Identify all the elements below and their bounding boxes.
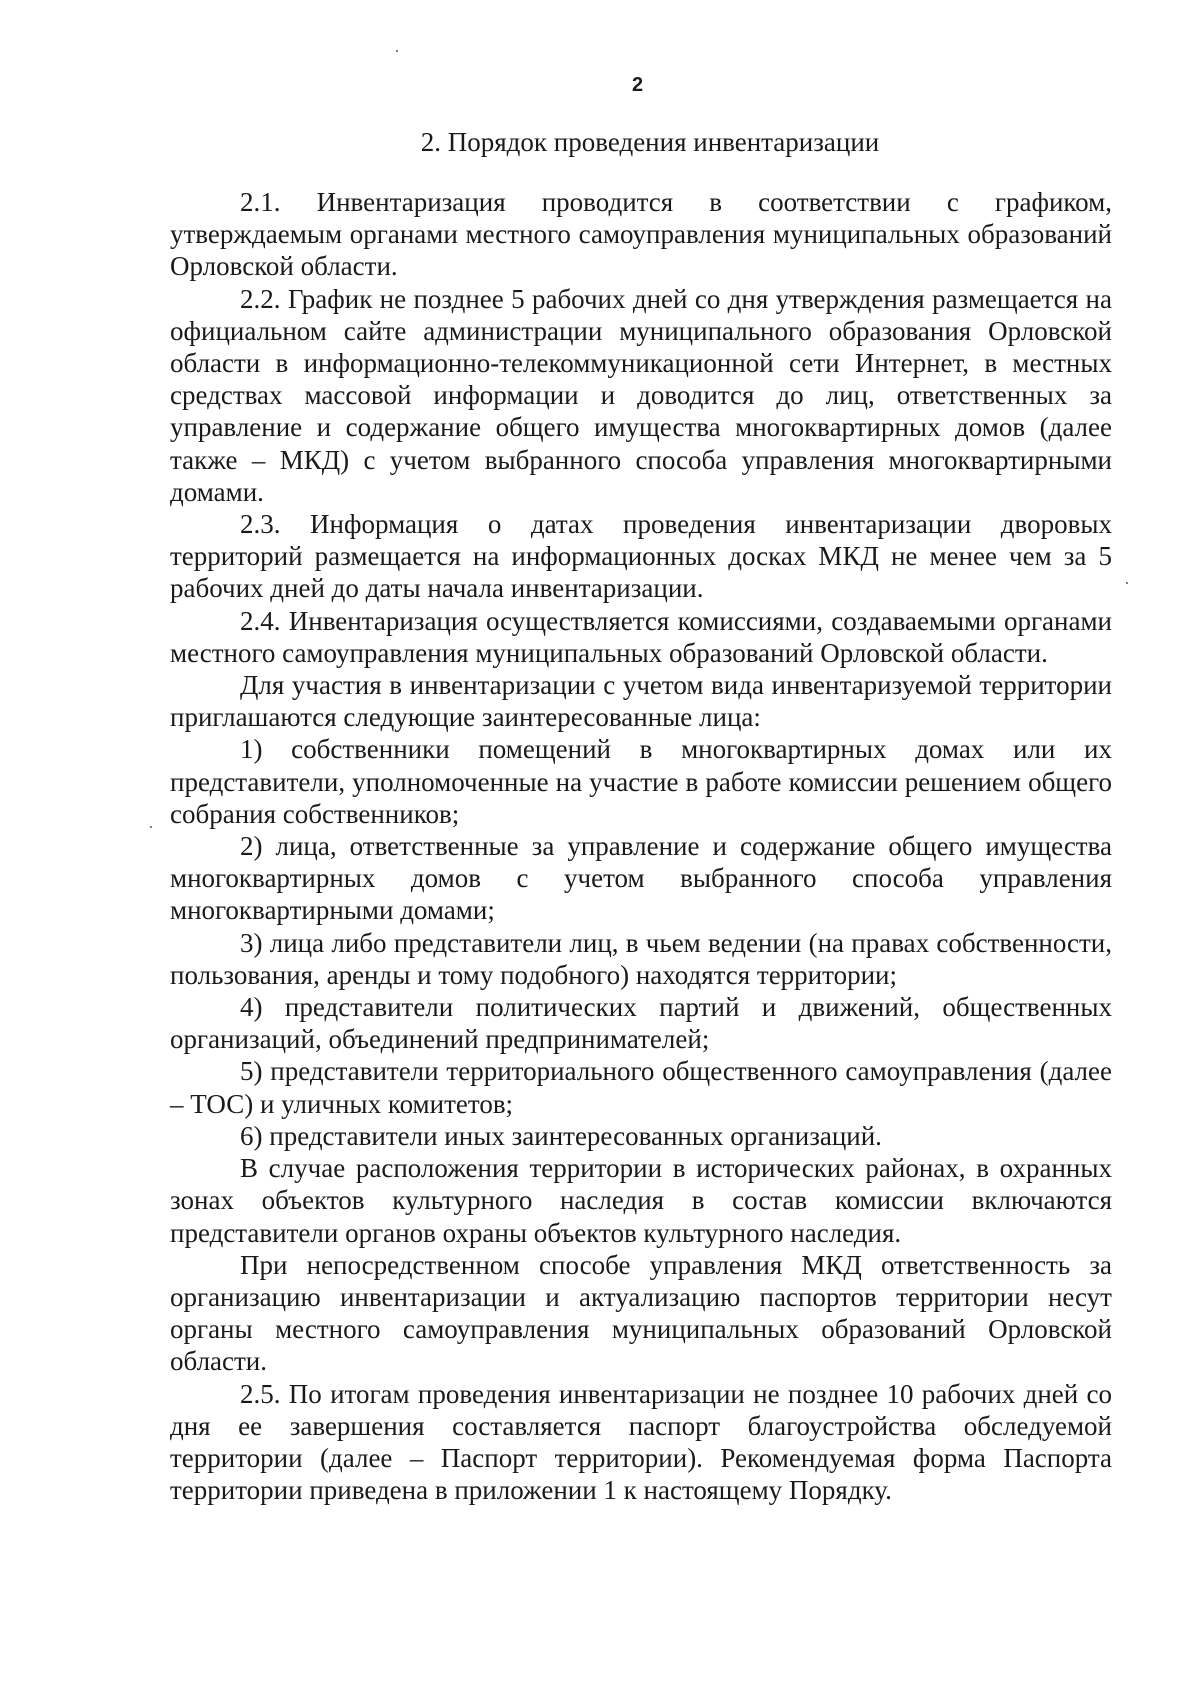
list-item-2: 2) лица, ответственные за управление и содержание общего имущества многоквартирных домов с учетом выбранного способа управления многоквартирными домами;	[170, 831, 1112, 926]
list-item-1: 1) собственники помещений в многоквартирных домах или их представители, уполномоченные на участие в работе комиссии решением общего собрания собственников;	[170, 734, 1112, 829]
paragraph-2-3: 2.3. Информация о датах проведения инвентаризации дворовых территорий размещается на информационных досках МКД не менее чем за 5 рабочих дней до даты начала инвентаризации.	[170, 509, 1112, 604]
page-number: 2	[631, 74, 644, 96]
paragraph-historical-areas: В случае расположения территории в исторических районах, в охранных зонах объектов культурного наследия в состав комиссии включаются представители органов охраны объектов культурного наследия.	[170, 1153, 1112, 1248]
section-heading: 2. Порядок проведения инвентаризации	[420, 127, 880, 157]
paragraph-2-2: 2.2. График не позднее 5 рабочих дней со дня утверждения размещается на официальном сайте администрации муниципального образования Орловской области в информационно-телекоммуникационной сети Интернет, в местных средствах массовой информации и доводится до лиц, ответственных за управление и содержание общего имущества многоквартирных домов (далее также – МКД) с учетом выбранного способа управления многоквартирными домами.	[170, 283, 1112, 507]
paragraph-2-1: 2.1. Инвентаризация проводится в соответствии с графиком, утверждаемым органами местного самоуправления муниципальных образований Орловской области.	[170, 187, 1112, 282]
list-item-5: 5) представители территориального общественного самоуправления (далее – ТОС) и уличных комитетов;	[170, 1056, 1112, 1119]
scan-speck	[1126, 582, 1128, 584]
scan-speck	[150, 826, 152, 828]
scan-speck	[396, 50, 398, 52]
paragraph-2-5: 2.5. По итогам проведения инвентаризации не позднее 10 рабочих дней со дня ее завершения составляется паспорт благоустройства обследуемой территории (далее – Паспорт территории). Рекомендуемая форма Паспорта территории приведена в приложении 1 к настоящему Порядку.	[170, 1378, 1112, 1506]
list-item-4: 4) представители политических партий и движений, общественных организаций, объединений предпринимателей;	[170, 992, 1112, 1055]
paragraph-participants-intro: Для участия в инвентаризации с учетом вида инвентаризуемой территории приглашаются следующие заинтересованные лица:	[170, 670, 1112, 733]
list-item-3: 3) лица либо представители лиц, в чьем ведении (на правах собственности, пользования, аренды и тому подобного) находятся территории;	[170, 927, 1112, 990]
document-body	[170, 186, 1112, 1506]
paragraph-2-4: 2.4. Инвентаризация осуществляется комиссиями, создаваемыми органами местного самоуправления муниципальных образований Орловской области.	[170, 605, 1112, 668]
paragraph-direct-management: При непосредственном способе управления МКД ответственность за организацию инвентаризации и актуализацию паспортов территории несут органы местного самоуправления муниципальных образований Орловской области.	[170, 1249, 1112, 1377]
list-item-6: 6) представители иных заинтересованных организаций.	[240, 1120, 882, 1151]
